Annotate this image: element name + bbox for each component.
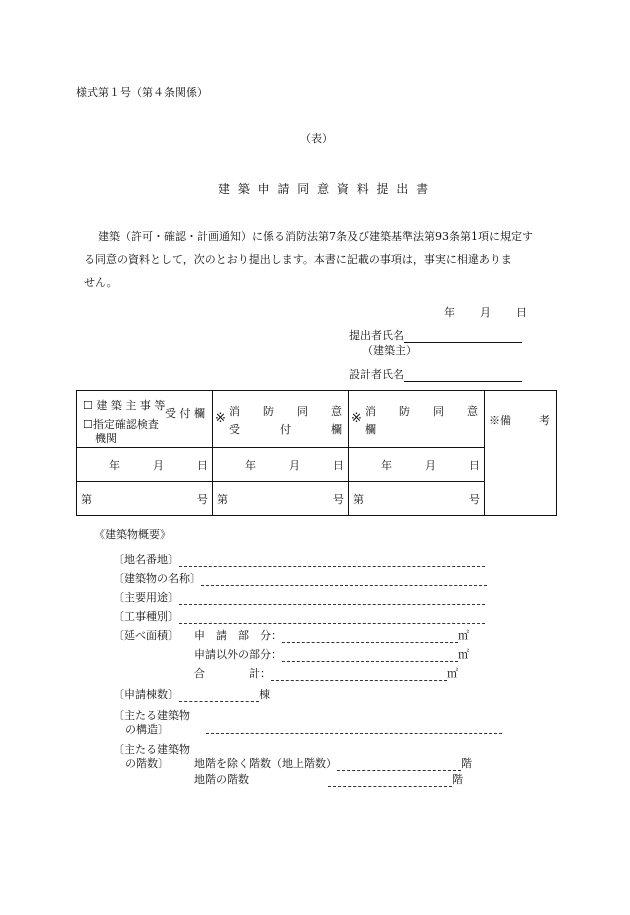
body-line-3: せん。 [84, 276, 118, 289]
date-cell-2[interactable] [213, 448, 349, 482]
use-row [113, 589, 485, 605]
char: 消 [229, 405, 240, 418]
unit: 階 [461, 757, 472, 770]
area-other-field[interactable] [282, 649, 458, 662]
building-name-field[interactable] [201, 573, 487, 586]
unit: ㎡ [458, 648, 469, 661]
char: 受 [229, 423, 240, 436]
checkbox-designated-inspector[interactable]: ☐指定確認検査 [83, 418, 159, 431]
area-other-label: 申請以外の部分： [194, 648, 282, 661]
area-other-row [194, 646, 469, 662]
checkbox-building-official[interactable]: ☐ 建 築 主 事 等 [83, 399, 166, 412]
char: 欄 [331, 423, 342, 436]
unit: ㎡ [458, 629, 469, 642]
name-label: 〔建築物の名称〕 [113, 572, 201, 585]
receipt-label: 受 付 欄 [165, 407, 205, 420]
month: 月 [289, 458, 300, 472]
char: 欄 [365, 423, 376, 436]
name-row [113, 570, 487, 586]
cell-fire-consent-receipt [213, 391, 349, 448]
floors-above-field[interactable] [337, 758, 461, 771]
document-title: 建 築 申 請 同 意 資 料 提 出 書 [218, 182, 431, 196]
submitter-name-field[interactable] [404, 329, 522, 343]
submitter-label: 提出者氏名 [349, 329, 404, 342]
floors-label-2: の階数〕 [125, 757, 169, 770]
floors-below-label: 地階の階数 [194, 773, 249, 786]
char: 付 [280, 423, 291, 436]
day: 日 [469, 458, 480, 472]
month: 月 [425, 458, 436, 472]
char: 防 [399, 405, 410, 418]
use-field[interactable] [179, 592, 485, 605]
receipt-table [76, 390, 557, 516]
char: 同 [433, 405, 444, 418]
char: 防 [263, 405, 274, 418]
use-label: 〔主要用途〕 [113, 591, 179, 604]
structure-field[interactable] [206, 721, 502, 734]
floors-above-label: 地階を除く階数（地上階数） [194, 757, 337, 770]
building-count-label: 〔申請棟数〕 [113, 688, 179, 701]
suffix: 号 [333, 492, 344, 506]
inspector-suffix: 機関 [95, 432, 117, 445]
prefix: 第 [81, 492, 92, 506]
floors-below-row [194, 771, 463, 787]
building-count-row [113, 686, 270, 702]
address-field[interactable] [179, 554, 485, 567]
designer-name-field[interactable] [404, 368, 522, 382]
year: 年 [381, 458, 392, 472]
floors-above-row [194, 755, 472, 771]
remarks-label-2: 考 [539, 414, 550, 427]
year: 年 [245, 458, 256, 472]
side-label: （表） [300, 132, 333, 145]
day: 日 [197, 458, 208, 472]
area-applied-field[interactable] [282, 630, 458, 643]
date-cell-1[interactable] [77, 448, 213, 482]
number-cell-3[interactable] [349, 482, 485, 516]
work-type-field[interactable] [179, 611, 485, 624]
submitter-sub: （建築主） [362, 344, 417, 357]
cell-builder-receipt [77, 391, 213, 448]
date-cell-3[interactable] [349, 448, 485, 482]
work-type-label: 〔工事種別〕 [113, 610, 179, 623]
number-cell-2[interactable] [213, 482, 349, 516]
submitter-row [349, 327, 522, 343]
char: 意 [467, 405, 478, 418]
unit: ㎡ [447, 667, 458, 680]
area-total-label: 合 計： [194, 667, 271, 680]
cell-fire-consent [349, 391, 485, 448]
char: 同 [297, 405, 308, 418]
building-count-field[interactable] [179, 689, 259, 702]
note-mark: ※ [351, 411, 362, 426]
year: 年 [109, 458, 120, 472]
cell-remarks[interactable] [485, 391, 557, 516]
address-row [113, 551, 485, 567]
structure-label-2: の構造〕 [125, 723, 169, 736]
area-applied-row [194, 627, 469, 643]
floor-area-label: 〔延べ面積〕 [113, 629, 179, 642]
prefix: 第 [217, 492, 228, 506]
address-label: 〔地名番地〕 [113, 553, 179, 566]
date-month: 月 [480, 306, 491, 319]
char: 消 [365, 405, 376, 418]
floors-below-field[interactable] [328, 774, 452, 787]
body-line-1: 建築（許可・確認・計画通知）に係る消防法第7条及び建築基準法第93条第1項に規定す [98, 230, 533, 243]
suffix: 号 [197, 492, 208, 506]
designer-row [349, 366, 522, 382]
structure-field-wrap [206, 721, 502, 734]
date-year: 年 [444, 306, 455, 319]
number-cell-1[interactable] [77, 482, 213, 516]
designer-label: 設計者氏名 [349, 368, 404, 381]
suffix: 号 [469, 492, 480, 506]
structure-label-1: 〔主たる建築物 [113, 709, 190, 722]
area-total-row [194, 665, 458, 681]
floors-label-1: 〔主たる建築物 [113, 743, 190, 756]
overview-heading: 《建築物概要》 [94, 528, 171, 541]
char: 意 [331, 405, 342, 418]
date-day: 日 [516, 306, 527, 319]
prefix: 第 [353, 492, 364, 506]
form-number: 様式第１号（第４条関係） [76, 86, 208, 99]
work-type-row [113, 608, 485, 624]
day: 日 [333, 458, 344, 472]
unit: 棟 [259, 688, 270, 701]
area-applied-label: 申 請 部 分： [194, 629, 282, 642]
remarks-label: ※備 [489, 414, 511, 427]
body-line-2: る同意の資料として，次のとおり提出します。本書に記載の事項は，事実に相違ありま [84, 253, 512, 266]
note-mark: ※ [215, 411, 226, 426]
unit: 階 [452, 773, 463, 786]
month: 月 [153, 458, 164, 472]
area-total-field[interactable] [271, 668, 447, 681]
